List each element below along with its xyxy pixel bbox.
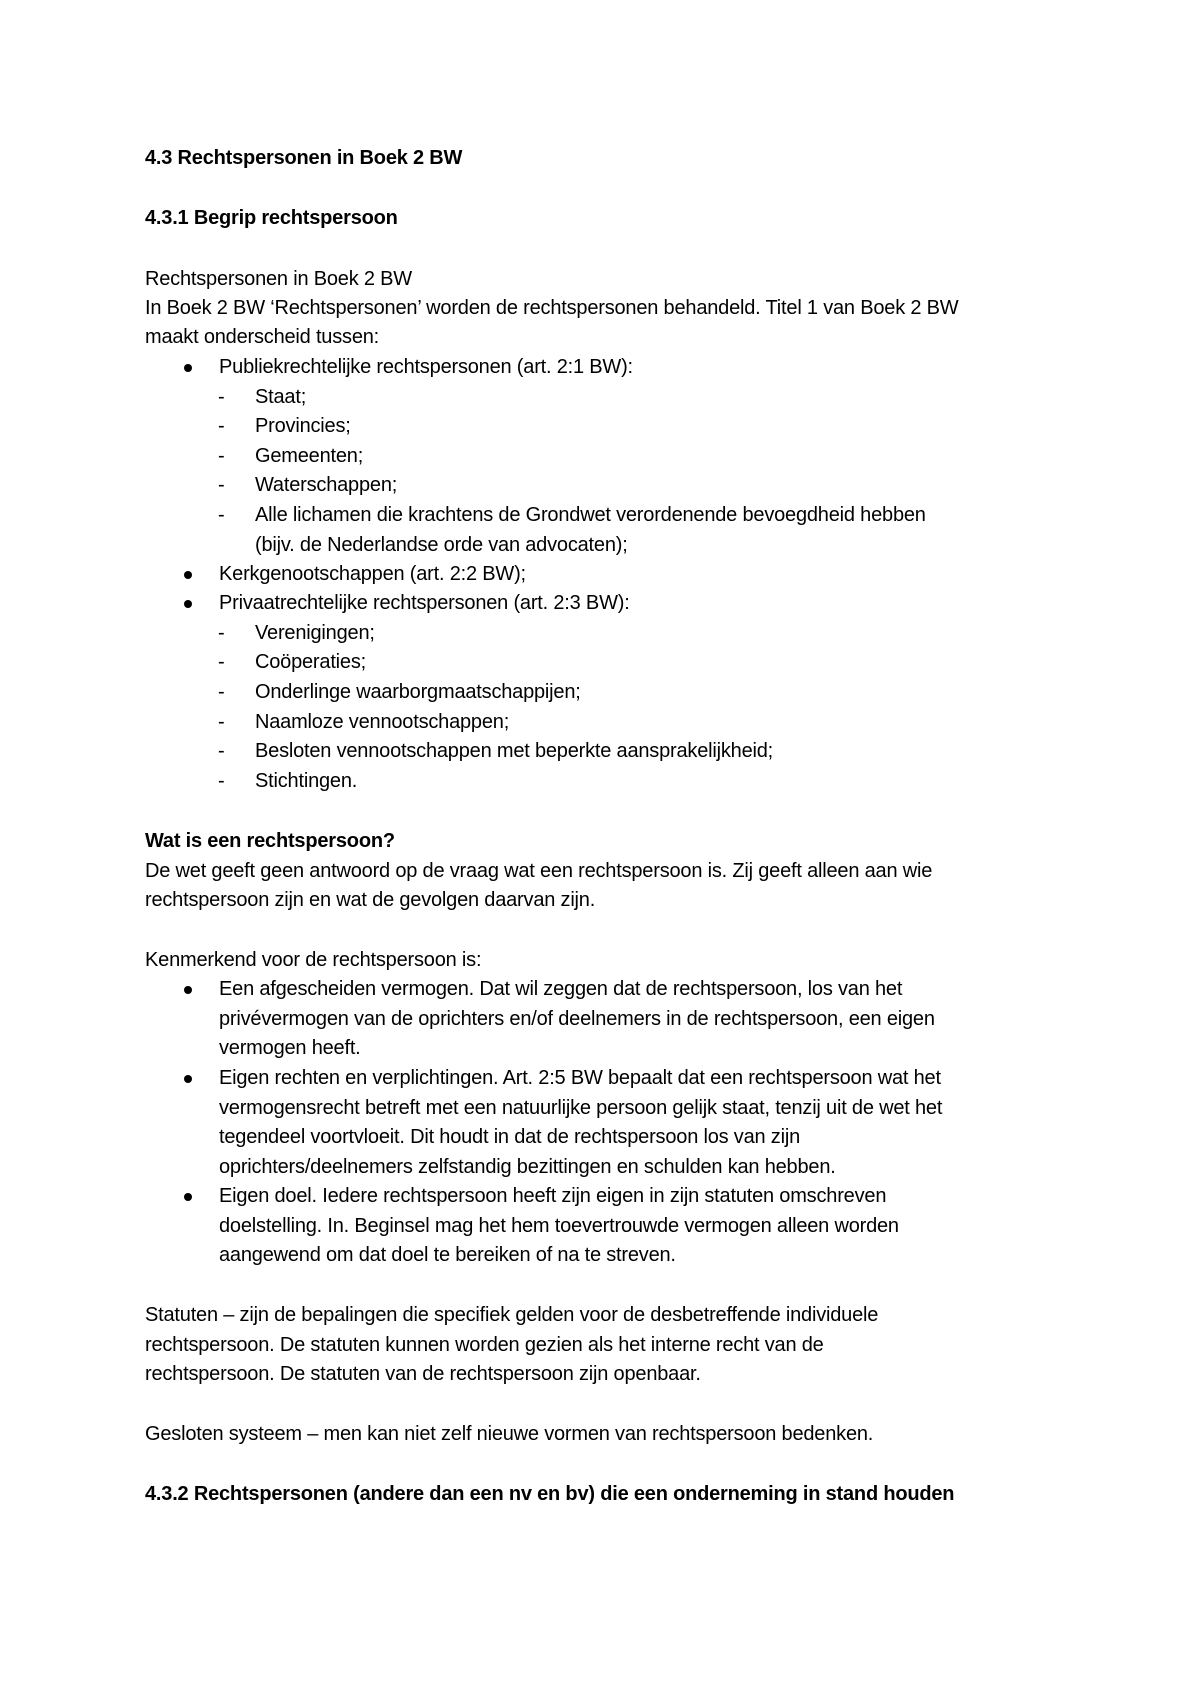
dash-marker: -: [218, 740, 225, 762]
bullet-publiekrechtelijk: Publiekrechtelijke rechtspersonen (art. 2:1 BW):: [219, 356, 633, 378]
dash-marker: -: [218, 415, 225, 437]
kenmerk-line: vermogen heeft.: [219, 1037, 361, 1059]
dash-marker: -: [218, 651, 225, 673]
statuten-line: rechtspersoon. De statuten kunnen worden gezien als het interne recht van de: [145, 1334, 824, 1356]
kenmerk-line: vermogensrecht betreft met een natuurlijke persoon gelijk staat, tenzij uit de wet het: [219, 1097, 943, 1119]
paragraph-line: De wet geeft geen antwoord op de vraag wat een rechtspersoon is. Zij geeft alleen aan wie: [145, 860, 933, 882]
list-item-lichamen: Alle lichamen die krachtens de Grondwet verordenende bevoegdheid hebben: [255, 504, 926, 526]
bullet-icon: [184, 571, 192, 579]
heading-4-3-1: 4.3.1 Begrip rechtspersoon: [145, 207, 398, 229]
statuten-line: Statuten – zijn de bepalingen die specifiek gelden voor de desbetreffende individuele: [145, 1304, 879, 1326]
kenmerk-line: doelstelling. In. Beginsel mag het hem toevertrouwde vermogen alleen worden: [219, 1215, 899, 1237]
dash-marker: -: [218, 504, 225, 526]
bullet-icon: [184, 600, 192, 608]
intro-line-2: maakt onderscheid tussen:: [145, 326, 380, 348]
kenmerk-line: oprichters/deelnemers zelfstandig bezittingen en schulden kan hebben.: [219, 1156, 836, 1178]
list-item-lichamen-cont: (bijv. de Nederlandse orde van advocaten);: [255, 534, 628, 556]
dash-marker: -: [218, 681, 225, 703]
kenmerk-line: Eigen doel. Iedere rechtspersoon heeft zijn eigen in zijn statuten omschreven: [219, 1185, 887, 1207]
kenmerk-line: tegendeel voortvloeit. Dit houdt in dat de rechtspersoon los van zijn: [219, 1126, 801, 1148]
section-title-rechtspersonen: Rechtspersonen in Boek 2 BW: [145, 268, 412, 290]
list-item-staat: Staat;: [255, 386, 307, 408]
intro-line-1: In Boek 2 BW ‘Rechtspersonen’ worden de rechtspersonen behandeld. Titel 1 van Boek 2 BW: [145, 297, 959, 319]
list-item-cooperaties: Coöperaties;: [255, 651, 366, 673]
heading-4-3-2: 4.3.2 Rechtspersonen (andere dan een nv en bv) die een onderneming in stand houden: [145, 1483, 955, 1505]
heading-4-3: 4.3 Rechtspersonen in Boek 2 BW: [145, 147, 463, 169]
dash-marker: -: [218, 622, 225, 644]
bullet-kerkgenootschappen: Kerkgenootschappen (art. 2:2 BW);: [219, 563, 526, 585]
statuten-line: rechtspersoon. De statuten van de rechtspersoon zijn openbaar.: [145, 1363, 701, 1385]
paragraph-line: rechtspersoon zijn en wat de gevolgen daarvan zijn.: [145, 889, 596, 911]
dash-marker: -: [218, 770, 225, 792]
dash-marker: -: [218, 386, 225, 408]
list-item-verenigingen: Verenigingen;: [255, 622, 375, 644]
gesloten-systeem: Gesloten systeem – men kan niet zelf nieuwe vormen van rechtspersoon bedenken.: [145, 1423, 874, 1445]
list-item-bv: Besloten vennootschappen met beperkte aansprakelijkheid;: [255, 740, 774, 762]
bullet-icon: [184, 1193, 192, 1201]
kenmerk-intro: Kenmerkend voor de rechtspersoon is:: [145, 949, 482, 971]
dash-marker: -: [218, 445, 225, 467]
dash-marker: -: [218, 474, 225, 496]
kenmerk-line: aangewend om dat doel te bereiken of na te streven.: [219, 1244, 676, 1266]
bullet-icon: [184, 364, 192, 372]
section-title-wat-is: Wat is een rechtspersoon?: [145, 830, 395, 852]
kenmerk-line: Een afgescheiden vermogen. Dat wil zeggen dat de rechtspersoon, los van het: [219, 978, 903, 1000]
bullet-icon: [184, 1075, 192, 1083]
list-item-stichtingen: Stichtingen.: [255, 770, 358, 792]
dash-marker: -: [218, 711, 225, 733]
list-item-provincies: Provincies;: [255, 415, 351, 437]
bullet-icon: [184, 986, 192, 994]
bullet-privaatrechtelijk: Privaatrechtelijke rechtspersonen (art. 2:3 BW):: [219, 592, 630, 614]
kenmerk-line: Eigen rechten en verplichtingen. Art. 2:5 BW bepaalt dat een rechtspersoon wat het: [219, 1067, 941, 1089]
list-item-nv: Naamloze vennootschappen;: [255, 711, 510, 733]
kenmerk-line: privévermogen van de oprichters en/of deelnemers in de rechtspersoon, een eigen: [219, 1008, 935, 1030]
list-item-gemeenten: Gemeenten;: [255, 445, 364, 467]
list-item-waterschappen: Waterschappen;: [255, 474, 398, 496]
list-item-waarborg: Onderlinge waarborgmaatschappijen;: [255, 681, 581, 703]
